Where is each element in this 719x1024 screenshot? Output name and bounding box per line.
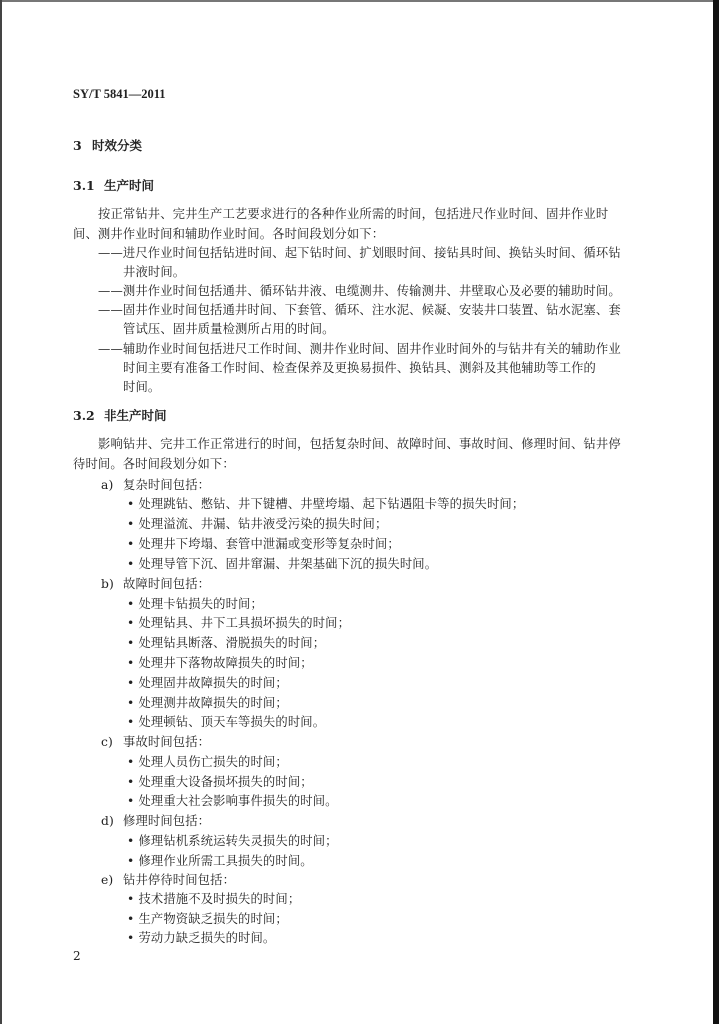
bullet-item: • 处理井下落物故障损失的时间； bbox=[127, 656, 313, 670]
bullet-item: • 处理卡钻损失的时间； bbox=[127, 597, 263, 611]
bullet-item: • 劳动力缺乏损失的时间。 bbox=[127, 931, 276, 945]
list-title: 钻井停待时间包括： bbox=[123, 873, 236, 887]
subsection-title: 非生产时间 bbox=[104, 408, 167, 423]
bullet-item: • 处理跳钻、憋钻、井下键槽、井壁垮塌、起下钻遇阻卡等的损失时间； bbox=[127, 497, 525, 511]
paragraph-line: 间、测井作业时间和辅助作业时间。各时间段划分如下： bbox=[73, 227, 385, 241]
bullet-item: • 处理人员伤亡损失的时间； bbox=[127, 755, 288, 769]
dash-item-line: 井液时间。 bbox=[123, 265, 186, 279]
list-title: 修理时间包括： bbox=[123, 814, 211, 828]
list-title: 事故时间包括： bbox=[123, 735, 211, 749]
paragraph-line: 影响钻井、完井工作正常进行的时间，包括复杂时间、故障时间、事故时间、修理时间、钻井停 bbox=[98, 437, 621, 451]
paragraph-line: 按正常钻井、完井生产工艺要求进行的各种作业所需的时间，包括进尺作业时间、固井作业时 bbox=[98, 207, 609, 221]
scan-edge-left bbox=[0, 0, 2, 1024]
subsection-number: 3.1 bbox=[73, 178, 95, 193]
list-title: 故障时间包括： bbox=[123, 577, 211, 591]
list-marker: e) bbox=[101, 873, 114, 887]
bullet-item: • 处理导管下沉、固井窜漏、井架基础下沉的损失时间。 bbox=[127, 557, 438, 571]
bullet-item: • 处理溢流、井漏、钻井液受污染的损失时间； bbox=[127, 517, 388, 531]
standard-header: SY/T 5841—2011 bbox=[73, 87, 166, 101]
section-number: 3 bbox=[73, 138, 82, 153]
bullet-item: • 处理井下垮塌、套管中泄漏或变形等复杂时间； bbox=[127, 537, 400, 551]
list-marker: a) bbox=[101, 478, 114, 492]
dash-item-line: ——固井作业时间包括通井时间、下套管、循环、注水泥、候凝、安装井口装置、钻水泥塞、套 bbox=[98, 303, 621, 317]
list-marker: d) bbox=[101, 814, 114, 828]
dash-item-line: 时间主要有准备工作时间、检查保养及更换易损件、换钻具、测斜及其他辅助等工作的 bbox=[123, 361, 596, 375]
page-number: 2 bbox=[73, 949, 81, 963]
scan-edge-top bbox=[0, 0, 719, 2]
scan-edge-right bbox=[713, 0, 719, 1024]
subsection-number: 3.2 bbox=[73, 408, 95, 423]
bullet-item: • 处理钻具断落、滑脱损失的时间； bbox=[127, 636, 326, 650]
subsection-title: 生产时间 bbox=[104, 178, 155, 193]
bullet-item: • 处理重大社会影响事件损失的时间。 bbox=[127, 794, 338, 808]
bullet-item: • 修理钻机系统运转失灵损失的时间； bbox=[127, 834, 338, 848]
dash-item-line: ——辅助作业时间包括进尺工作时间、测井作业时间、固井作业时间外的与钻井有关的辅助作业 bbox=[98, 342, 621, 356]
dash-item-line: 管试压、固井质量检测所占用的时间。 bbox=[123, 322, 335, 336]
dash-item-line: ——进尺作业时间包括钻进时间、起下钻时间、扩划眼时间、接钻具时间、换钻头时间、循环钻 bbox=[98, 246, 621, 260]
dash-item-line: 时间。 bbox=[123, 380, 161, 394]
bullet-item: • 处理钻具、井下工具损坏损失的时间； bbox=[127, 616, 351, 630]
list-title: 复杂时间包括： bbox=[123, 478, 211, 492]
paragraph-line: 待时间。各时间段划分如下： bbox=[73, 457, 235, 471]
bullet-item: • 处理测井故障损失的时间； bbox=[127, 696, 288, 710]
bullet-item: • 修理作业所需工具损失的时间。 bbox=[127, 854, 313, 868]
list-marker: c) bbox=[101, 735, 113, 749]
bullet-item: • 处理固井故障损失的时间； bbox=[127, 676, 288, 690]
list-marker: b) bbox=[101, 577, 114, 591]
bullet-item: • 技术措施不及时损失的时间； bbox=[127, 892, 301, 906]
bullet-item: • 处理顿钻、顶天车等损失的时间。 bbox=[127, 715, 326, 729]
dash-item-line: ——测井作业时间包括通井、循环钻井液、电缆测井、传输测井、井壁取心及必要的辅助时间。 bbox=[98, 284, 621, 298]
bullet-item: • 生产物资缺乏损失的时间； bbox=[127, 912, 288, 926]
section-title: 时效分类 bbox=[92, 138, 143, 153]
bullet-item: • 处理重大设备损坏损失的时间； bbox=[127, 775, 313, 789]
